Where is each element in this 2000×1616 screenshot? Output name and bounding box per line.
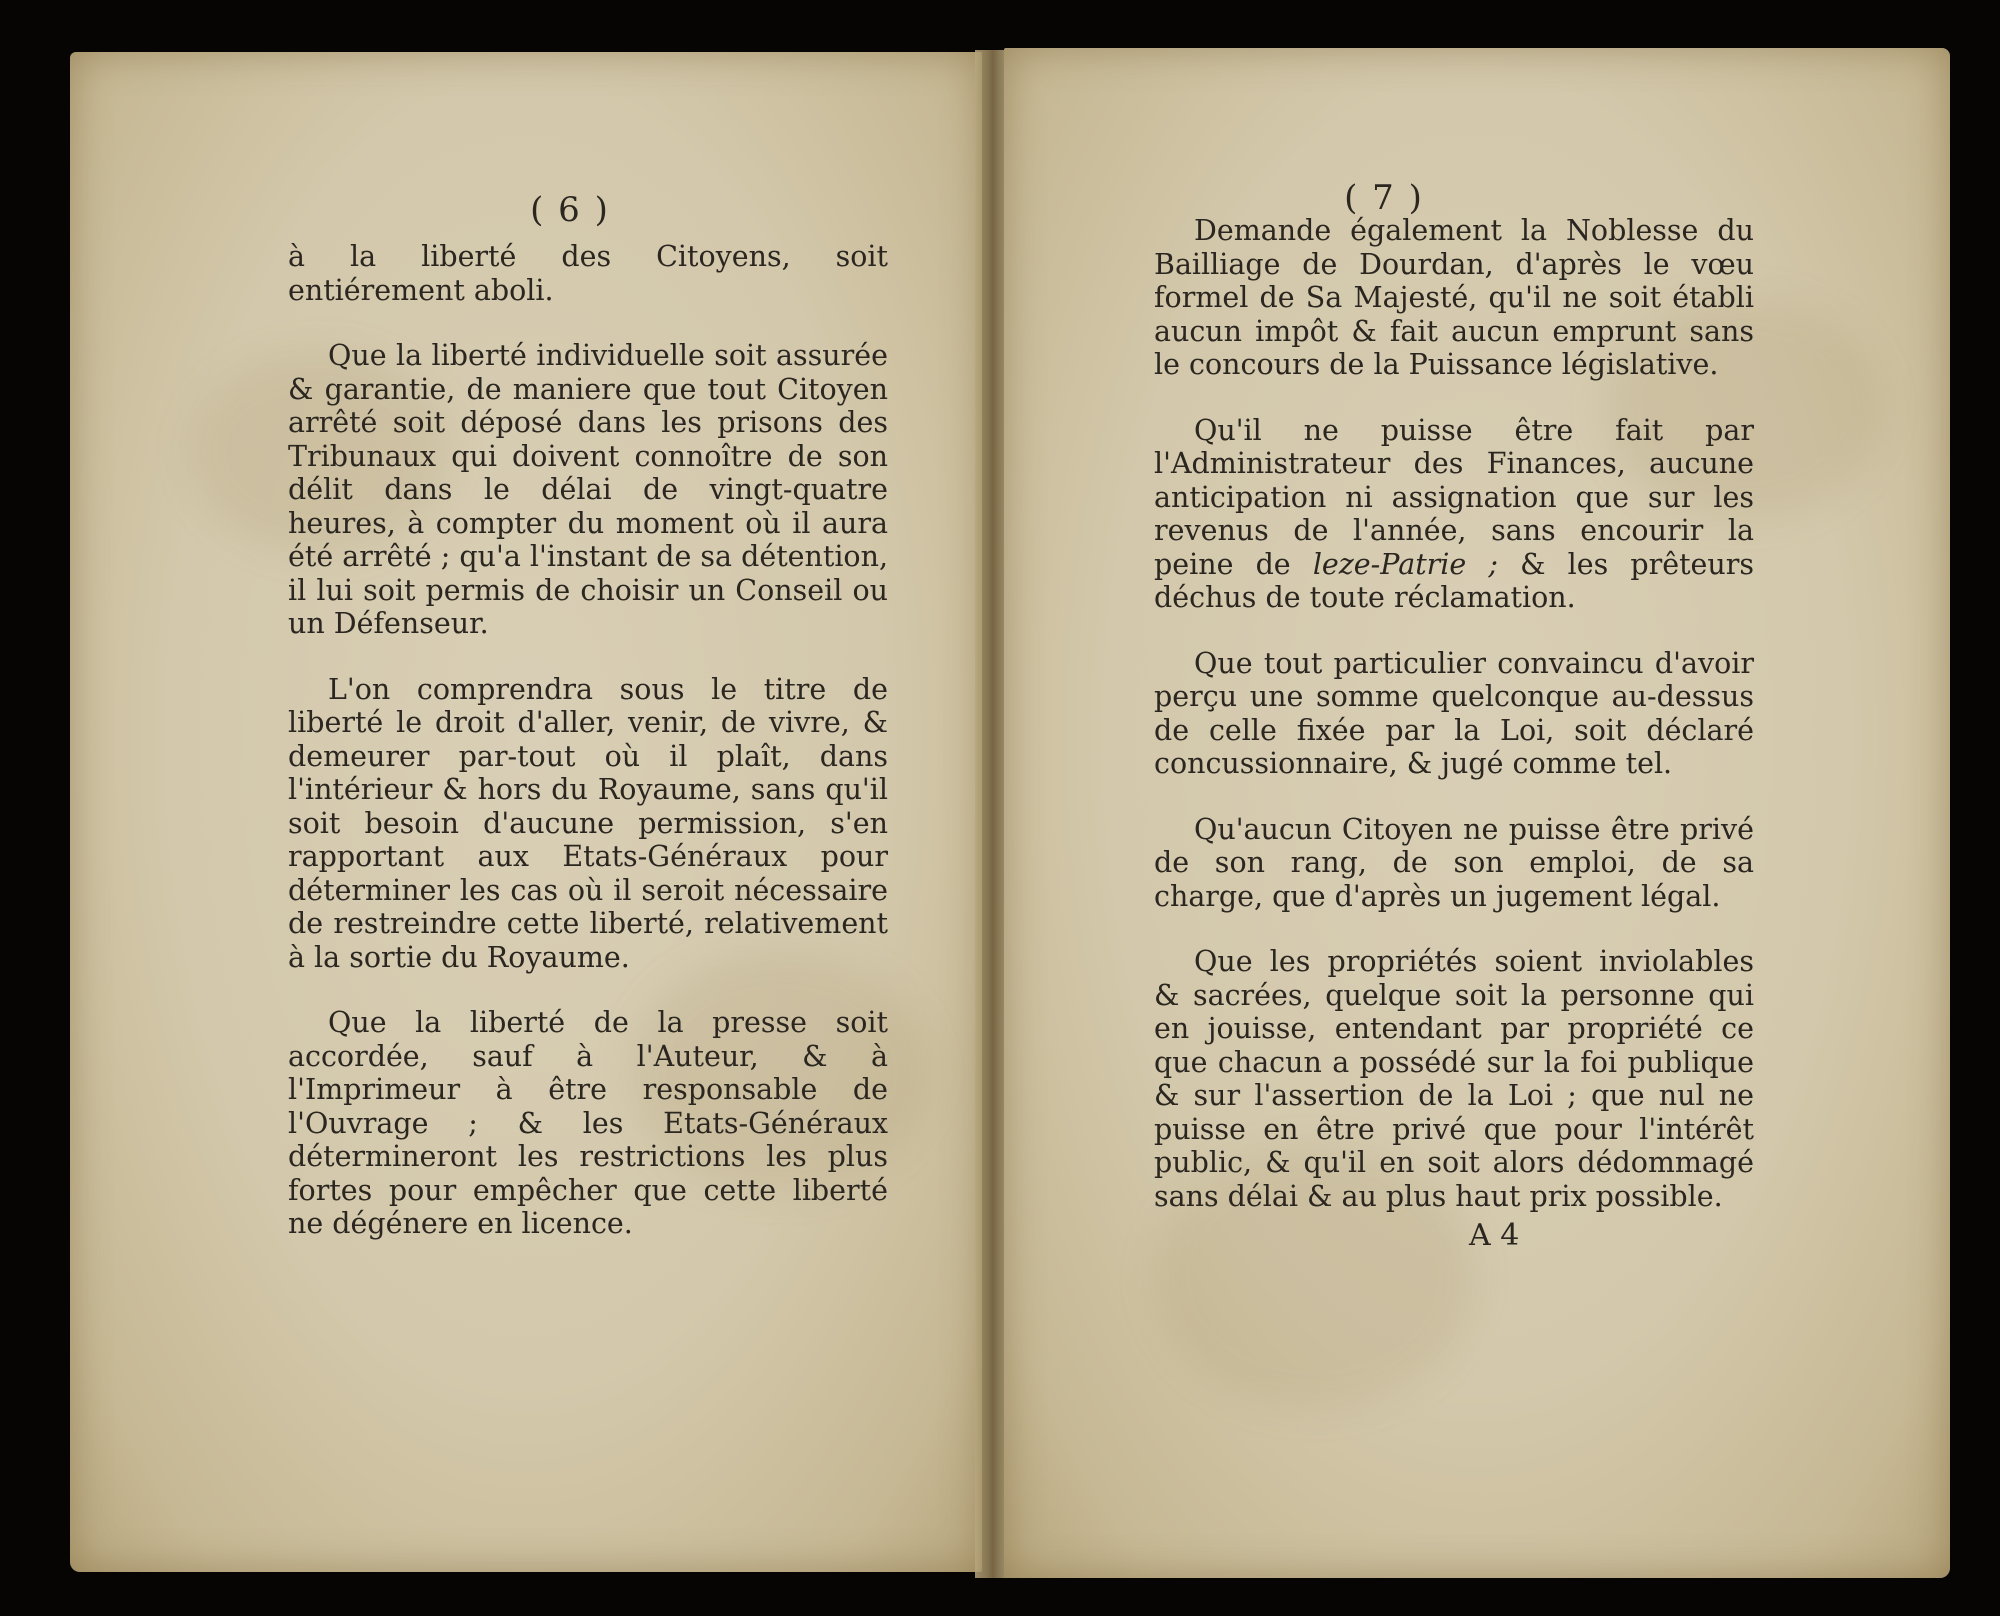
right-page-number: ( 7 ): [1344, 178, 1424, 218]
open-book-spread: [70, 52, 1950, 1577]
right-paragraph-2-text: Qu'il ne puisse être fait par l'Administrateur des Finances, aucune anticipation ni assignation que sur les revenus de l'année, sans encourir la peine de: [1154, 413, 1754, 581]
right-paragraph-1: Demande également la Noblesse du Bailliage de Dourdan, d'après le vœu formel de Sa Majesté, qu'il ne soit établi aucun impôt & fait aucun emprunt sans le concours de la Puissance législative.: [1154, 214, 1754, 381]
signature-mark: A 4: [1469, 1218, 1520, 1253]
right-paragraph-4: Qu'aucun Citoyen ne puisse être privé de son rang, de son emploi, de sa charge, que d'après un jugement légal.: [1154, 812, 1754, 913]
right-paragraph-2-tail: & les prêteurs déchus de toute réclamation.: [1154, 547, 1754, 614]
right-paragraph-2: [1154, 414, 1754, 615]
right-paragraph-3: Que tout particulier convaincu d'avoir perçu une somme quelconque au-dessus de celle fixée par la Loi, soit déclaré concussionnaire, & jugé comme tel.: [1154, 646, 1754, 780]
right-paragraph-5: Que les propriétés soient inviolables & sacrées, quelque soit la personne qui en jouisse, entendant par propriété ce que chacun a possédé sur la foi publique & sur l'assertion de la Loi ; que nul ne puisse en être privé que pour l'intérêt public, & qu'il en soit alors dédommagé sans délai & au plus haut prix possible.: [1154, 945, 1754, 1213]
left-page-text: [288, 240, 888, 1241]
left-paragraph-2: Que la liberté individuelle soit assurée & garantie, de maniere que tout Citoyen arrêté soit déposé dans les prisons des Tribunaux qui doivent connoître de son délit dans le délai de vingt-quatre heures, à compter du moment où il aura été arrêté ; qu'a l'instant de sa détention, il lui soit permis de choisir un Conseil ou un Défenseur.: [288, 339, 889, 640]
left-paragraph-1: à la liberté des Citoyens, soit entiérement aboli.: [288, 240, 888, 307]
left-paragraph-4: Que la liberté de la presse soit accordée, sauf à l'Auteur, & à l'Imprimeur à être responsable de l'Ouvrage ; & les Etats-Généraux détermineront les restrictions les plus fortes pour empêcher que cette liberté ne dégénere en licence.: [288, 1006, 888, 1240]
right-page: [1004, 48, 1950, 1578]
left-paragraph-3: L'on comprendra sous le titre de liberté le droit d'aller, venir, de vivre, & demeurer par-tout où il plaît, dans l'intérieur & hors du Royaume, sans qu'il soit besoin d'aucune permission, s'en rapportant aux Etats-Généraux pour déterminer les cas où il seroit nécessaire de restreindre cette liberté, relativement à la sortie du Royaume.: [288, 672, 888, 974]
italic-phrase: leze-Patrie ;: [1312, 547, 1498, 581]
left-page-number: ( 6 ): [530, 190, 610, 230]
left-page: [70, 52, 982, 1572]
right-page-text: [1154, 214, 1754, 1213]
